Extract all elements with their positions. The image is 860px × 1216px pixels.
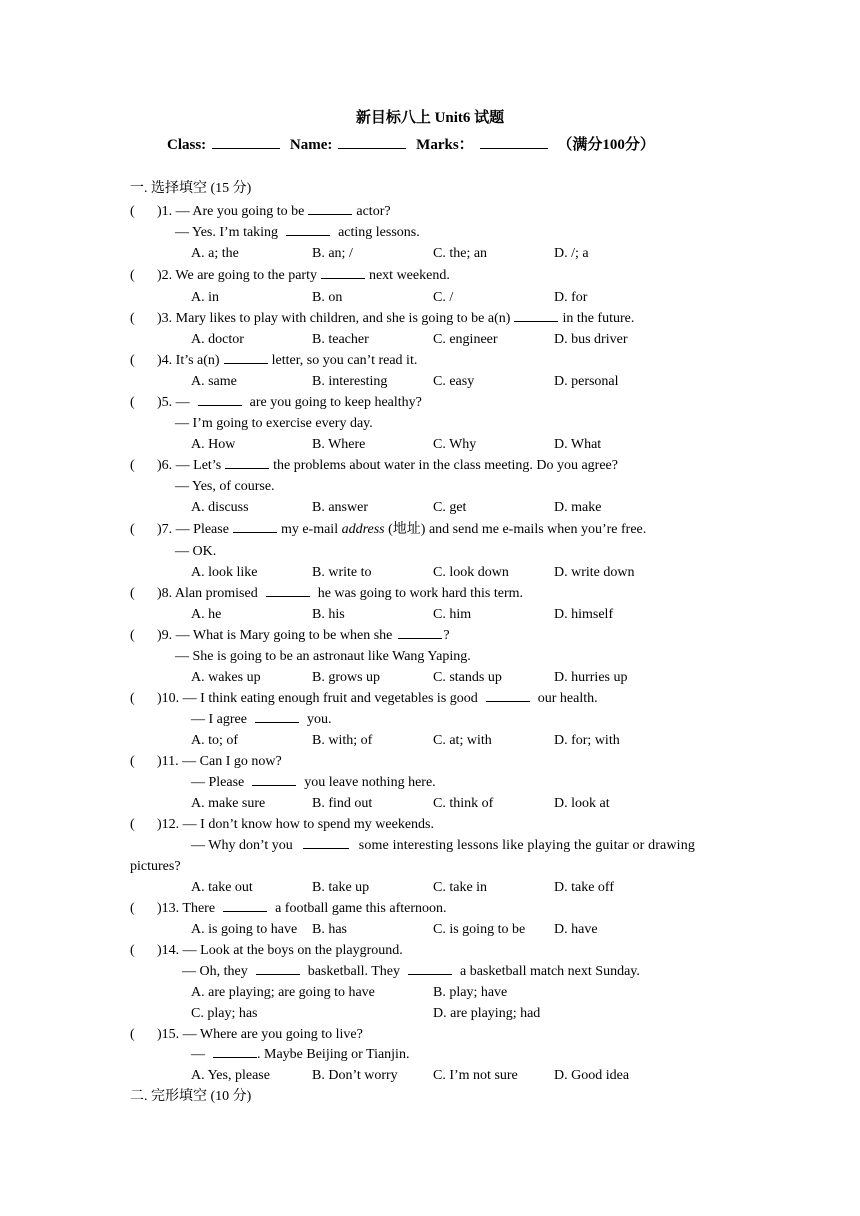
option-d[interactable]: D. make — [554, 500, 602, 515]
option-c[interactable]: C. / — [433, 290, 454, 305]
option-c[interactable]: C. stands up — [433, 670, 502, 685]
option-a[interactable]: A. doctor — [191, 332, 244, 347]
option-b[interactable]: B. on — [312, 290, 343, 305]
option-c[interactable]: C. is going to be — [433, 922, 526, 937]
answer-blank — [225, 457, 269, 469]
answer-blank — [303, 837, 349, 849]
option-b[interactable]: B. has — [312, 922, 347, 937]
option-d[interactable]: D. for — [554, 290, 588, 305]
question-text: )6. — Let’s the problems about water in the class meeting. Do you agree? — [157, 458, 618, 473]
option-d[interactable]: D. personal — [554, 374, 619, 389]
question-text: )14. — Look at the boys on the playground. — [157, 943, 403, 958]
option-b[interactable]: B. find out — [312, 796, 373, 811]
question-10-response: — I agree you. — [191, 712, 332, 727]
option-b[interactable]: B. Don’t worry — [312, 1068, 398, 1083]
option-d[interactable]: D. write down — [554, 565, 635, 580]
option-d[interactable]: D. are playing; had — [433, 1006, 541, 1021]
option-c[interactable]: C. easy — [433, 374, 475, 389]
answer-blank — [256, 963, 300, 975]
option-a[interactable]: A. he — [191, 607, 222, 622]
option-d[interactable]: D. have — [554, 922, 598, 937]
question-text: )12. — I don’t know how to spend my weekends. — [157, 817, 434, 832]
option-a[interactable]: A. make sure — [191, 796, 266, 811]
option-d[interactable]: D. Good idea — [554, 1068, 630, 1083]
option-a[interactable]: A. look like — [191, 565, 258, 580]
option-b[interactable]: B. interesting — [312, 374, 388, 389]
option-d[interactable]: D. /; a — [554, 246, 589, 261]
answer-blank — [224, 352, 268, 364]
question-14-response: — Oh, they basketball. They a basketball match next Sunday. — [182, 964, 640, 979]
answer-paren[interactable]: ( — [130, 1027, 135, 1042]
question-text: )11. — Can I go now? — [157, 754, 282, 769]
option-c[interactable]: C. play; has — [191, 1006, 258, 1021]
name-blank[interactable] — [338, 136, 406, 149]
student-info-line — [167, 133, 655, 154]
class-blank[interactable] — [212, 136, 280, 149]
answer-paren[interactable]: ( — [130, 691, 135, 706]
answer-paren[interactable]: ( — [130, 395, 135, 410]
question-text: )13. There a football game this afternoon. — [157, 901, 447, 916]
option-b[interactable]: B. write to — [312, 565, 372, 580]
question-text: )7. — Please my e-mail address (地址) and send me e-mails when you’re free. — [157, 522, 647, 537]
option-a[interactable]: A. take out — [191, 880, 253, 895]
question-12-response: — Why don’t you some interesting lessons like playing the guitar or drawing — [191, 838, 695, 853]
option-a[interactable]: A. Yes, please — [191, 1068, 270, 1083]
question-text: )15. — Where are you going to live? — [157, 1027, 363, 1042]
answer-blank — [286, 224, 330, 236]
option-d[interactable]: D. What — [554, 437, 602, 452]
option-d[interactable]: D. hurries up — [554, 670, 628, 685]
marks-blank[interactable] — [480, 136, 548, 149]
name-label: Name: — [289, 137, 333, 153]
option-d[interactable]: D. take off — [554, 880, 614, 895]
option-b[interactable]: B. teacher — [312, 332, 369, 347]
section-heading-2: 二. 完形填空 (10 分) — [130, 1089, 252, 1104]
answer-paren[interactable]: ( — [130, 522, 135, 537]
question-9-response: — She is going to be an astronaut like Wang Yaping. — [175, 649, 471, 664]
question-1-response: — Yes. I’m taking acting lessons. — [175, 225, 420, 240]
answer-paren[interactable]: ( — [130, 754, 135, 769]
answer-blank — [398, 627, 442, 639]
answer-blank — [514, 310, 558, 322]
option-d[interactable]: D. bus driver — [554, 332, 628, 347]
answer-blank — [408, 963, 452, 975]
answer-paren[interactable]: ( — [130, 901, 135, 916]
option-c[interactable]: C. take in — [433, 880, 488, 895]
answer-blank — [233, 521, 277, 533]
option-c[interactable]: C. Why — [433, 437, 477, 452]
class-label: Class: — [167, 137, 207, 153]
option-a[interactable]: A. wakes up — [191, 670, 261, 685]
option-b[interactable]: B. grows up — [312, 670, 381, 685]
page-title: 新目标八上 Unit6 试题 — [355, 110, 505, 126]
option-c[interactable]: C. the; an — [433, 246, 488, 261]
option-a[interactable]: A. is going to have — [191, 922, 298, 937]
question-text: )2. We are going to the party next weekend. — [157, 268, 450, 283]
option-c[interactable]: C. I’m not sure — [433, 1068, 518, 1083]
answer-paren[interactable]: ( — [130, 586, 135, 601]
option-b[interactable]: B. his — [312, 607, 345, 622]
option-a[interactable]: A. discuss — [191, 500, 249, 515]
question-text: )4. It’s a(n) letter, so you can’t read it. — [157, 353, 418, 368]
option-c[interactable]: C. engineer — [433, 332, 498, 347]
answer-paren[interactable]: ( — [130, 628, 135, 643]
answer-paren[interactable]: ( — [130, 817, 135, 832]
answer-blank — [252, 774, 296, 786]
answer-blank — [266, 585, 310, 597]
option-d[interactable]: D. look at — [554, 796, 610, 811]
answer-blank — [308, 203, 352, 215]
option-c[interactable]: C. look down — [433, 565, 509, 580]
answer-blank — [198, 394, 242, 406]
question-12-response-cont: pictures? — [130, 859, 181, 874]
option-b[interactable]: B. play; have — [433, 985, 508, 1000]
section-heading-1: 一. 选择填空 (15 分) — [130, 181, 252, 196]
answer-paren[interactable]: ( — [130, 943, 135, 958]
question-text: )9. — What is Mary going to be when she ? — [157, 628, 450, 643]
question-11-response: — Please you leave nothing here. — [191, 775, 436, 790]
question-text: )3. Mary likes to play with children, and she is going to be a(n) in the future. — [157, 311, 635, 326]
question-text: )5. — are you going to keep healthy? — [157, 395, 422, 410]
option-a[interactable]: A. How — [191, 437, 236, 452]
option-b[interactable]: B. Where — [312, 437, 366, 452]
answer-paren[interactable]: ( — [130, 353, 135, 368]
question-5-response: — I’m going to exercise every day. — [175, 416, 373, 431]
option-a[interactable]: A. to; of — [191, 733, 239, 748]
option-d[interactable]: D. himself — [554, 607, 614, 622]
question-6-response: — Yes, of course. — [175, 479, 275, 494]
question-text: )10. — I think eating enough fruit and vegetables is good our health. — [157, 691, 598, 706]
option-c[interactable]: C. think of — [433, 796, 494, 811]
option-b[interactable]: B. an; / — [312, 246, 353, 261]
option-d[interactable]: D. for; with — [554, 733, 620, 748]
full-score-label: （满分100分） — [557, 137, 655, 153]
question-text: )8. Alan promised he was going to work hard this term. — [157, 586, 524, 601]
question-15-response: — . Maybe Beijing or Tianjin. — [191, 1047, 410, 1062]
question-7-response: — OK. — [175, 544, 217, 559]
answer-paren[interactable]: ( — [130, 311, 135, 326]
option-b[interactable]: B. with; of — [312, 733, 373, 748]
option-a[interactable]: A. a; the — [191, 246, 239, 261]
answer-blank — [255, 711, 299, 723]
answer-paren[interactable]: ( — [130, 458, 135, 473]
option-a[interactable]: A. same — [191, 374, 237, 389]
answer-paren[interactable]: ( — [130, 204, 135, 219]
option-c[interactable]: C. at; with — [433, 733, 492, 748]
option-b[interactable]: B. answer — [312, 500, 368, 515]
marks-label: Marks： — [416, 137, 474, 153]
question-text: )1. — Are you going to be actor? — [157, 204, 391, 219]
answer-blank — [213, 1046, 257, 1058]
answer-blank — [223, 900, 267, 912]
answer-blank — [321, 267, 365, 279]
option-a[interactable]: A. in — [191, 290, 219, 305]
option-c[interactable]: C. get — [433, 500, 467, 515]
answer-blank — [486, 690, 530, 702]
answer-paren[interactable]: ( — [130, 268, 135, 283]
option-b[interactable]: B. take up — [312, 880, 370, 895]
option-a[interactable]: A. are playing; are going to have — [191, 985, 375, 1000]
option-c[interactable]: C. him — [433, 607, 472, 622]
